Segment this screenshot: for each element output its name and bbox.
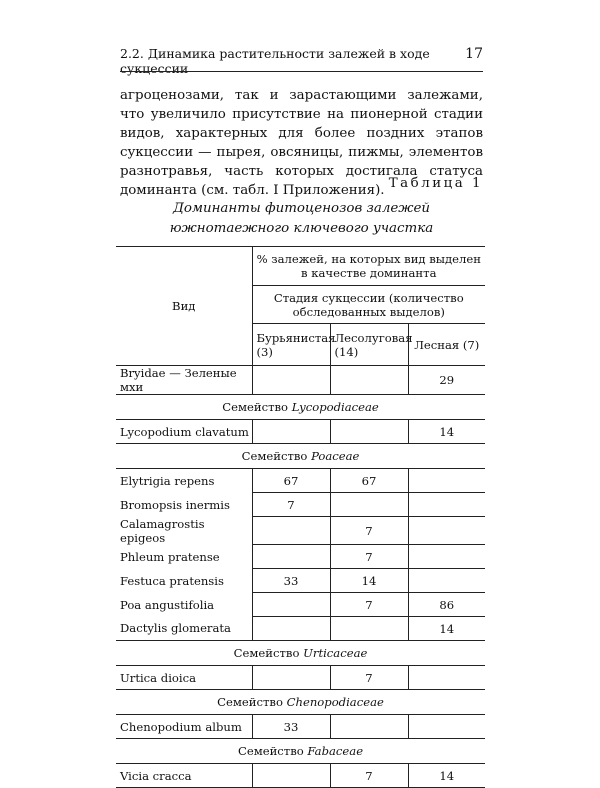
value-forest: 86 <box>408 593 485 617</box>
page-number: 17 <box>465 46 483 62</box>
value-weedy <box>252 420 330 444</box>
value-weedy <box>252 366 330 395</box>
value-forest <box>408 517 485 545</box>
value-weedy <box>252 545 330 569</box>
value-forest <box>408 545 485 569</box>
table-row <box>116 517 485 545</box>
species-name: Lycopodium clavatum <box>116 420 252 444</box>
body-paragraph: агроценозами, так и зарастающими залежами, что увеличило присутствие на пионерной стадии видов, характерных для более поздних этапов сукцессии — пырея, овсяницы, пижмы, элементов разнотравья, часть которых достигала статуса доминанта (см. табл. I Приложения). <box>120 88 483 198</box>
table-row <box>116 569 485 593</box>
value-forest <box>408 715 485 739</box>
species-name: Poa angustifolia <box>120 597 215 612</box>
value-forest-meadow <box>330 420 408 444</box>
family-prefix: Семейство <box>233 646 300 660</box>
value-forest: 14 <box>408 764 485 788</box>
species-name: Calamagrostis epigeos <box>120 516 205 545</box>
species-name: Dactylis glomerata <box>116 617 252 641</box>
species-name: Phleum pratense <box>120 549 220 564</box>
section-title: 2.2. Динамика растительности залежей в ходе сукцессии <box>120 46 430 76</box>
value-weedy <box>252 666 330 690</box>
family-row <box>116 444 485 469</box>
table-row <box>116 617 485 641</box>
species-name: Festuca pratensis <box>120 573 224 588</box>
value-forest: 14 <box>408 420 485 444</box>
table-row <box>116 469 485 493</box>
value-forest-meadow: 7 <box>330 666 408 690</box>
header-stage: Стадия сукцессии (количество обследованных выделов) <box>252 286 485 324</box>
table-row <box>116 493 485 517</box>
value-forest-meadow: 7 <box>330 593 408 617</box>
family-row <box>116 739 485 764</box>
value-forest-meadow <box>330 617 408 641</box>
header-col-weedy: Бурьянистая (3) <box>252 324 330 366</box>
species-name: Vicia cracca <box>120 768 192 783</box>
family-name: Urticaceae <box>303 646 368 660</box>
value-forest-meadow <box>330 715 408 739</box>
header-rule <box>120 71 483 72</box>
value-weedy: 33 <box>252 569 330 593</box>
family-prefix: Семейство <box>222 400 288 414</box>
value-forest <box>408 666 485 690</box>
value-forest-meadow: 14 <box>330 569 408 593</box>
table-label: Таблица 1 <box>388 176 483 191</box>
value-forest: 14 <box>408 617 485 641</box>
family-name: Poaceae <box>311 449 360 463</box>
family-prefix: Семейство <box>241 449 308 463</box>
value-weedy <box>252 764 330 788</box>
value-forest <box>408 469 485 493</box>
dominants-table <box>116 246 485 788</box>
table-row <box>116 545 485 569</box>
value-forest: 29 <box>408 366 485 395</box>
family-name: Fabaceae <box>307 744 364 758</box>
species-name: Bryidae — Зеленые мхи <box>116 366 252 395</box>
table-row <box>116 666 485 690</box>
header-main: % залежей, на которых вид выделен в качестве доминанта <box>252 247 485 286</box>
value-forest-meadow: 7 <box>330 517 408 545</box>
value-forest <box>408 493 485 517</box>
table-row <box>116 366 485 395</box>
value-weedy <box>252 593 330 617</box>
value-forest-meadow: 7 <box>330 764 408 788</box>
value-forest-meadow: 7 <box>330 545 408 569</box>
family-prefix: Семейство <box>217 695 283 709</box>
table-row <box>116 593 485 617</box>
header-species: Вид <box>116 247 252 366</box>
header-col-forest: Лесная (7) <box>408 324 485 366</box>
header-col-forest-meadow: Лесолуговая (14) <box>330 324 408 366</box>
family-prefix: Семейство <box>237 744 304 758</box>
value-forest-meadow <box>330 366 408 395</box>
table-row <box>116 764 485 788</box>
value-weedy: 33 <box>252 715 330 739</box>
value-weedy: 7 <box>252 493 330 517</box>
family-row <box>116 395 485 420</box>
family-row <box>116 641 485 666</box>
table-row <box>116 420 485 444</box>
family-name: Chenopodiaceae <box>286 695 384 709</box>
family-row <box>116 690 485 715</box>
species-name: Elytrigia repens <box>120 473 215 488</box>
species-name: Chenopodium album <box>116 715 252 739</box>
value-forest-meadow: 67 <box>330 469 408 493</box>
value-weedy: 67 <box>252 469 330 493</box>
species-name: Bromopsis inermis <box>120 497 230 512</box>
value-forest-meadow <box>330 493 408 517</box>
value-weedy <box>252 517 330 545</box>
value-weedy <box>252 617 330 641</box>
table-title-line-1: Доминанты фитоценозов залежей <box>172 201 431 216</box>
family-name: Lycopodiaceae <box>291 400 379 414</box>
species-name: Urtica dioica <box>116 666 252 690</box>
table-title-line-2: южнотаежного ключевого участка <box>169 221 434 236</box>
table-title <box>120 199 483 239</box>
table-row <box>116 715 485 739</box>
value-forest <box>408 569 485 593</box>
